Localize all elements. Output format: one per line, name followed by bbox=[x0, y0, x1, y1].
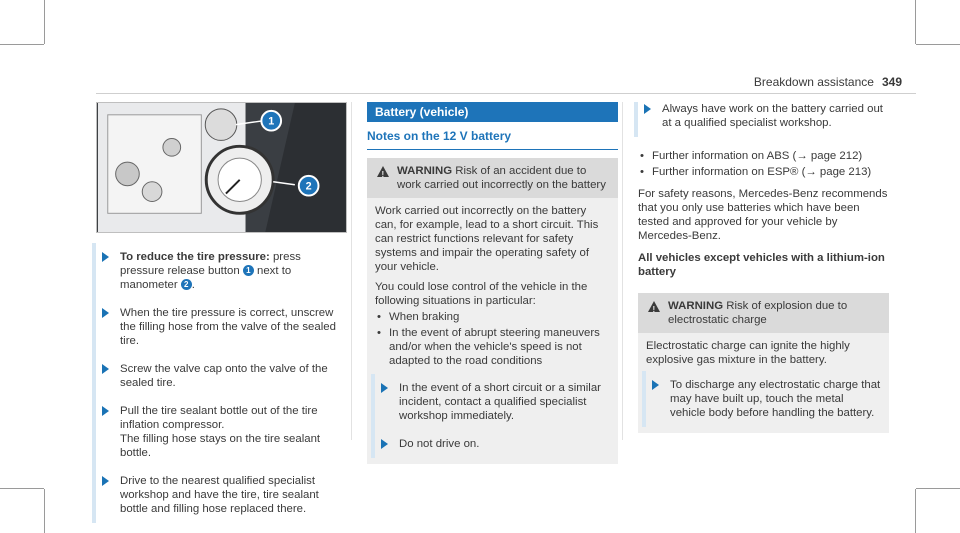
arrow-icon bbox=[102, 308, 109, 318]
crop-mark bbox=[44, 489, 45, 533]
crop-mark bbox=[44, 0, 45, 44]
step-text: In the event of a short circuit or a similar incident, contact a qualified specialist workshop immediately. bbox=[399, 382, 601, 422]
step-discharge bbox=[642, 371, 881, 427]
crop-mark bbox=[916, 488, 960, 489]
step-text: Do not drive on. bbox=[399, 438, 480, 450]
step-screw-cap bbox=[92, 355, 347, 397]
warning-label: WARNING bbox=[668, 300, 724, 312]
warning-text: Work carried out incorrectly on the battery can, for example, lead to a short circuit. This can restrict functions relevant for safety systems and impair the operating safety of your vehicle. bbox=[375, 205, 599, 273]
subsection-heading: All vehicles except vehicles with a lithium-ion battery bbox=[638, 252, 885, 278]
page-number: 349 bbox=[881, 75, 902, 89]
step-text: When the tire pressure is correct, unscrew the filling hose from the valve of the sealed tire. bbox=[120, 307, 336, 347]
arrow-icon bbox=[381, 439, 388, 449]
crop-mark bbox=[916, 44, 960, 45]
warning-header bbox=[367, 158, 618, 198]
arrow-icon bbox=[102, 252, 109, 262]
step-do-not-drive bbox=[371, 430, 610, 458]
arrow-icon bbox=[102, 406, 109, 416]
tire-compressor-illustration bbox=[96, 102, 347, 233]
step-text: Pull the tire sealant bottle out of the tire inflation compressor. bbox=[120, 405, 318, 431]
warning-text: You could lose control of the vehicle in the following situations in particular: bbox=[375, 281, 588, 307]
warning-text: Electrostatic charge can ignite the highly explosive gas mixture in the battery. bbox=[646, 340, 850, 366]
column-divider bbox=[622, 102, 623, 440]
step-text: To discharge any electrostatic charge that may have built up, touch the metal vehicle body before handling the battery. bbox=[670, 379, 881, 419]
callout-1-inline: 1 bbox=[243, 265, 254, 276]
step-unscrew-hose bbox=[92, 299, 347, 355]
step-text: next to manometer bbox=[120, 265, 292, 291]
step-text: Always have work on the battery carried out at a qualified specialist workshop. bbox=[662, 103, 883, 129]
warning-headline: Risk of an accident due to work carried out incorrectly on the battery bbox=[397, 165, 606, 191]
subsection-heading: Notes on the 12 V battery bbox=[367, 122, 618, 150]
right-column bbox=[638, 102, 889, 433]
warning-body bbox=[367, 198, 618, 464]
bullet-esp: • Further information on ESP® (→ page 213) bbox=[638, 165, 889, 179]
step-pull-bottle bbox=[92, 397, 347, 467]
step-short-circuit bbox=[371, 374, 610, 430]
pressure-release-button bbox=[205, 109, 237, 141]
warning-icon: ! bbox=[377, 166, 389, 177]
bullet-item: • When braking bbox=[375, 310, 610, 324]
warning-box bbox=[367, 158, 618, 464]
bullet-item: • In the event of abrupt steering maneuvers and/or when the vehicle's speed is not adapted to the road conditions bbox=[375, 326, 610, 368]
step-text: . bbox=[191, 279, 195, 291]
bullet-abs: • Further information on ABS (→ page 212) bbox=[638, 149, 889, 163]
column-divider bbox=[351, 102, 352, 440]
paragraph: For safety reasons, Mercedes-Benz recommends that you only use batteries which have been tested and approved for your vehicle by Mercedes-Benz. bbox=[638, 188, 888, 242]
crop-mark bbox=[0, 44, 44, 45]
arrow-icon bbox=[652, 380, 659, 390]
warning-box bbox=[638, 293, 889, 433]
callout-1: 1 bbox=[268, 115, 275, 128]
crop-mark bbox=[915, 0, 916, 44]
warning-icon: ! bbox=[648, 301, 660, 312]
step-text: Drive to the nearest qualified specialist workshop and have the tire, tire sealant bottle and filling hose replaced there. bbox=[120, 475, 319, 515]
arrow-icon bbox=[644, 104, 651, 114]
section-heading: Battery (vehicle) bbox=[367, 102, 618, 122]
arrow-icon bbox=[102, 476, 109, 486]
step-text: Screw the valve cap onto the valve of the sealed tire. bbox=[120, 363, 328, 389]
step-battery-workshop bbox=[634, 102, 889, 137]
callout-2: 2 bbox=[305, 180, 312, 193]
middle-column bbox=[367, 102, 618, 464]
callout-2-inline: 2 bbox=[181, 279, 192, 290]
left-column bbox=[96, 102, 347, 523]
header-divider bbox=[96, 93, 916, 94]
warning-header bbox=[638, 293, 889, 333]
page-header bbox=[754, 75, 902, 89]
step-text: press pressure release button bbox=[120, 251, 301, 277]
crop-mark bbox=[0, 488, 44, 489]
warning-body bbox=[638, 333, 889, 433]
section-title: Breakdown assistance bbox=[753, 75, 874, 89]
arrow-icon bbox=[381, 383, 388, 393]
warning-label: WARNING bbox=[397, 165, 453, 177]
step-bold: To reduce the tire pressure: bbox=[120, 251, 270, 263]
step-reduce-pressure bbox=[92, 243, 347, 299]
step-drive-workshop bbox=[92, 467, 347, 523]
crop-mark bbox=[915, 489, 916, 533]
warning-headline: Risk of explosion due to electrostatic charge bbox=[668, 300, 848, 326]
step-result: The filling hose stays on the tire sealant bottle. bbox=[120, 433, 321, 459]
arrow-icon bbox=[102, 364, 109, 374]
